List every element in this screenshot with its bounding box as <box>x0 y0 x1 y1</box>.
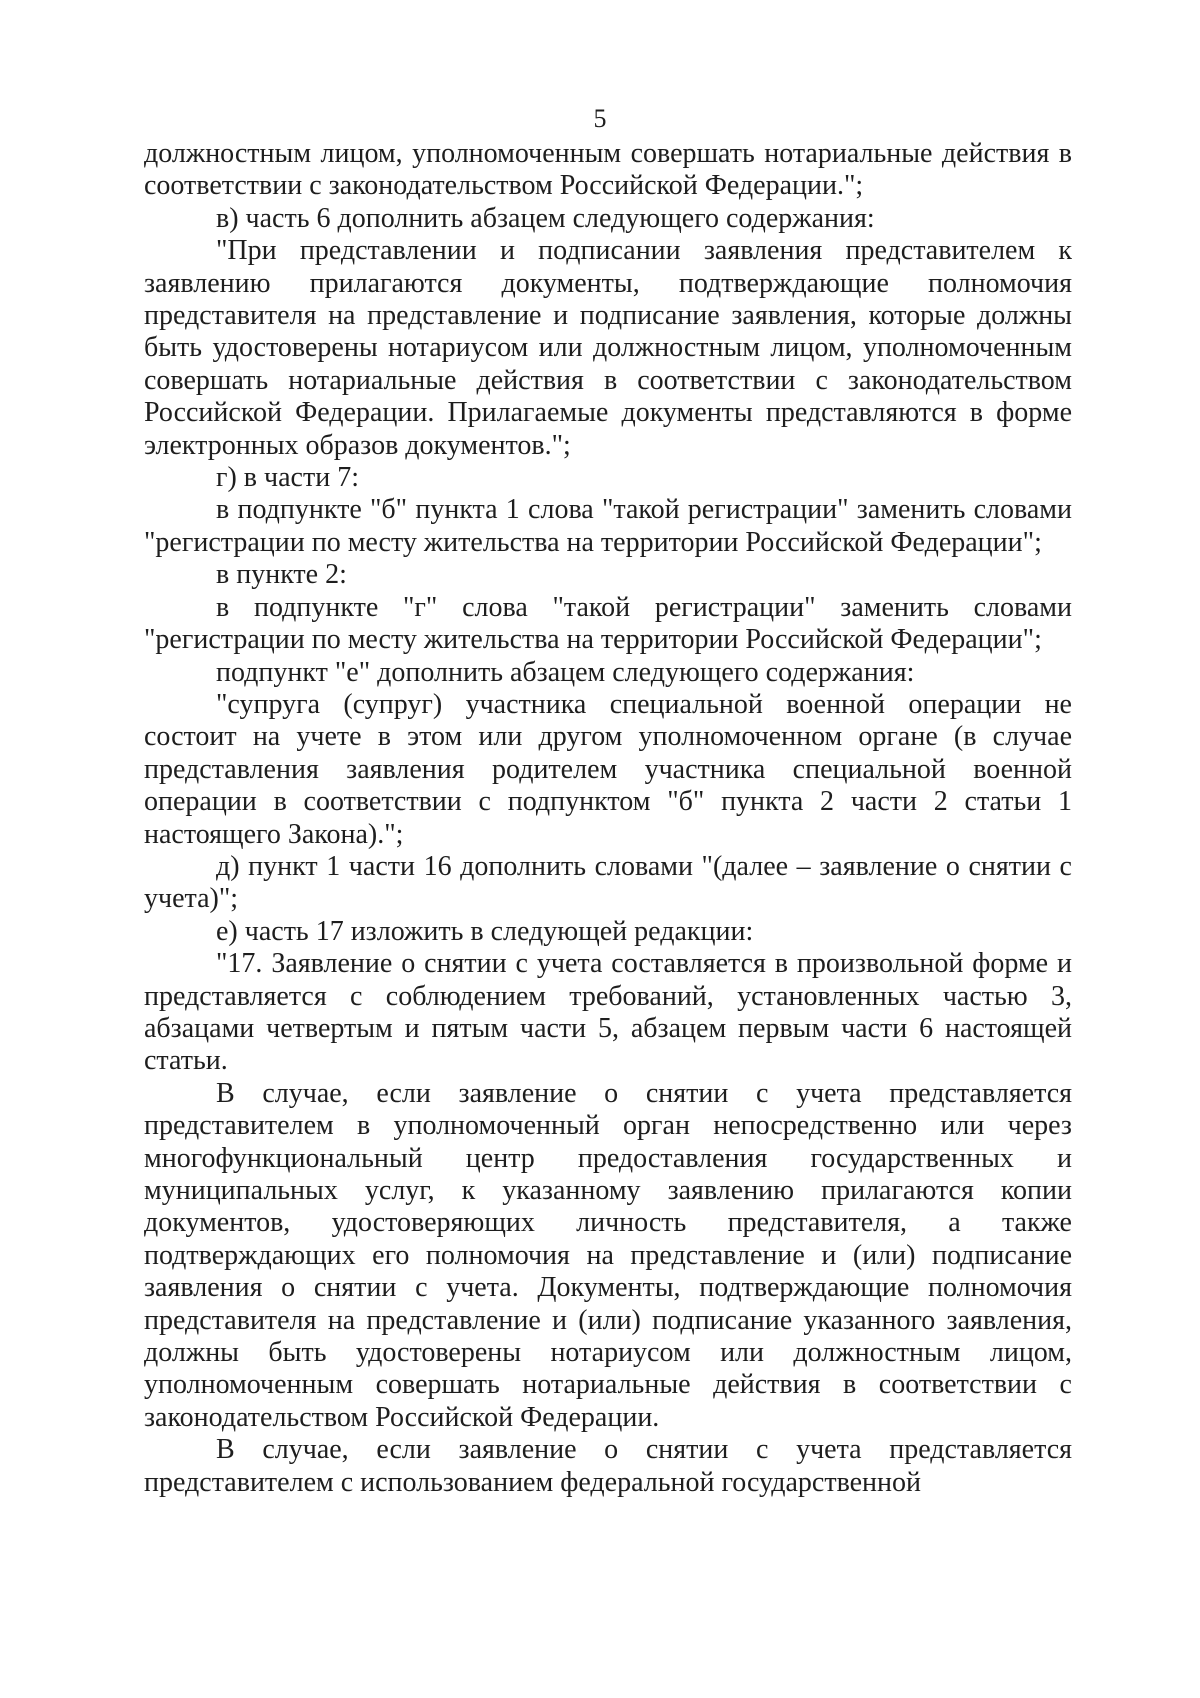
paragraph: е) часть 17 изложить в следующей редакции: <box>216 915 754 947</box>
paragraph: В случае, если заявление о снятии с учета представляется представителем в уполномоченный орган непосредственно или через многофункциональный центр предоставления государственных и муниципальных услуг, к указанному заявлению прилагаются копии документов, удостоверяющих личность представителя, а также подтверждающих его полномочия на представление и (или) подписание заявления о снятии с учета. Документы, подтверждающие полномочия представителя на представление и (или) подписание указанного заявления, должны быть удостоверены нотариусом или должностным лицом, уполномоченным совершать нотариальные действия в соответствии с законодательством Российской Федерации. <box>144 1077 1072 1433</box>
paragraph: в) часть 6 дополнить абзацем следующего содержания: <box>216 202 875 234</box>
page-number: 5 <box>593 104 607 133</box>
paragraph: г) в части 7: <box>216 462 359 494</box>
paragraph: "17. Заявление о снятии с учета составляется в произвольной форме и представляется с соблюдением требований, установленных частью 3, абзацами четвертым и пятым части 5, абзацем первым части 6 настоящей статьи. <box>144 948 1072 1077</box>
document-body <box>144 138 1072 1499</box>
paragraph: д) пункт 1 части 16 дополнить словами "(далее – заявление о снятии с учета)"; <box>144 850 1072 915</box>
paragraph: в подпункте "г" слова "такой регистрации" заменить словами "регистрации по месту жительства на территории Российской Федерации"; <box>144 591 1072 656</box>
paragraph: должностным лицом, уполномоченным совершать нотариальные действия в соответствии с законодательством Российской Федерации."; <box>144 138 1072 202</box>
paragraph: "При представлении и подписании заявления представителем к заявлению прилагаются документы, подтверждающие полномочия представителя на представление и подписание заявления, которые должны быть удостоверены нотариусом или должностным лицом, уполномоченным совершать нотариальные действия в соответствии с законодательством Российской Федерации. Прилагаемые документы представляются в форме электронных образов документов."; <box>144 235 1072 461</box>
paragraph: в подпункте "б" пункта 1 слова "такой регистрации" заменить словами "регистрации по месту жительства на территории Российской Федерации"; <box>144 494 1072 558</box>
paragraph: в пункте 2: <box>216 559 347 591</box>
paragraph: "супруга (супруг) участника специальной военной операции не состоит на учете в этом или другом уполномоченном органе (в случае представления заявления родителем участника специальной военной операции в соответствии с подпунктом "б" пункта 2 части 2 статьи 1 настоящего Закона)."; <box>144 688 1072 850</box>
paragraph: В случае, если заявление о снятии с учета представляется представителем с использованием федеральной государственной <box>144 1434 1072 1498</box>
paragraph: подпункт "е" дополнить абзацем следующего содержания: <box>216 656 915 688</box>
